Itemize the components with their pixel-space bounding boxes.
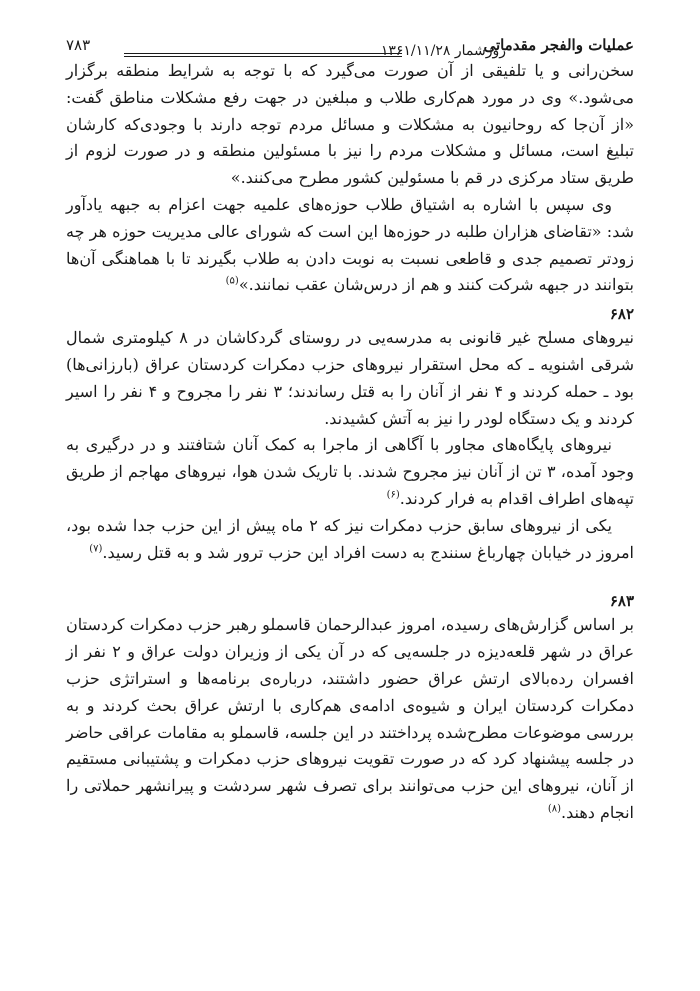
footnote-ref: (۷) — [89, 543, 103, 555]
paragraph: وی سپس با اشاره به اشتیاق طلاب حوزه‌های علمیه جهت اعزام به جبهه یادآور شد: «تقاضای هزاران طلبه در حوزه‌ها این است که شورای عالی مدیریت حوزه هر چه زودتر تصمیم جدی و قاطعی نسبت به نوبت دادن به طلاب بگیرند تا با هماهنگی آن‌ها بتوانند در جبهه شرکت کنند و هم از درس‌شان عقب نمانند.»$^{(۵)}$ — [66, 194, 634, 295]
page-number: ۷۸۳ — [66, 36, 91, 54]
footnote-ref: (۶) — [386, 489, 400, 501]
document-page — [66, 28, 634, 827]
header-rule — [124, 53, 402, 57]
header-date: روزشمار ۱۳۶۱/۱۱/۲۸ — [380, 43, 506, 59]
paragraph: سخن‌رانی و یا تلفیقی از آن صورت می‌گیرد که با توجه به شرایط منطقه برگزار می‌شود.» وی در مورد هم‌کاری طلاب و مبلغین در جهت رفع مشکلات مناطق گفت: «از آن‌جا که روحانیون به مشکلات و مسائل مردم توجه دارند با وجودی‌که کارشان تبلیغ است، مسائل و مشکلات مردم را نیز با مسئولین منطقه و در صورت لزوم از طریق ستاد مرکزی در قم با مسئولین کشور مطرح می‌کنند.» — [66, 61, 634, 188]
footnote-ref: (۵) — [225, 276, 239, 288]
page-header — [66, 28, 634, 58]
entry-number: ۶۸۳ — [609, 592, 634, 611]
paragraph: نیروهای مسلح غیر قانونی به مدرسه‌یی در روستای گردکاشان در ۸ کیلومتری شمال شرقی اشنویه ـ که محل استقرار نیروهای حزب دمکرات کردستان عراق (بارزانی‌ها) بود ـ حمله کردند و ۴ نفر از آنان را به قتل رساندند؛ ۳ نفر را مجروح و ۴ نفر را اسیر کردند و یک دستگاه لودر را نیز به آتش کشیدند. — [66, 328, 635, 428]
paragraph: بر اساس گزارش‌های رسیده، امروز عبدالرحمان قاسملو رهبر حزب دمکرات کردستان عراق در شهر قلعه‌دیزه در جلسه‌یی که در آن یکی از وزیران دولت عراق و ۲ نفر از افسران رده‌بالای ارتش عراق حضور داشتند، درباره‌ی برنامه‌ها و استراتژی حزب دمکرات کردستان ایران و شیوه‌ی ادامه‌ی هم‌کاری با ارتش عراق بحث کردند و به بررسی موضوعات مطرح‌شده پرداختند در این جلسه، قاسملو به مقامات عراقی حاضر در جلسه پیشنهاد کرد که در صورت تقویت نیروهای حزب دمکرات و پشتیبانی مستقیم از آنان، نیروهای این حزب می‌توانند برای تصرف شهر سردشت و پیرانشهر حملاتی را انجام دهند.$^{(۸)}$ — [66, 615, 635, 822]
footnote-ref: (۸) — [547, 803, 562, 815]
entry-number: ۶۸۲ — [609, 305, 634, 324]
paragraph: یکی از نیروهای سابق حزب دمکرات نیز که ۲ ماه پیش از این حزب جدا شده بود، امروز در خیابان چهارباغ سنندج به دست افراد این حزب ترور شد و به قتل رسید.$^{(۷)}$ — [66, 515, 634, 562]
page-body — [66, 58, 634, 827]
paragraph: نیروهای پایگاه‌های مجاور با آگاهی از ماجرا به کمک آنان شتافتند و در درگیری به وجود آمده، ۳ تن از آنان نیز مجروح شدند. با تاریک شدن هوا، نیروهای مهاجم از طریق تپه‌های اطراف اقدام به فرار کردند.$^{(۶)}$ — [66, 435, 635, 508]
running-title: عملیات والفجر مقدماتی — [483, 36, 634, 54]
